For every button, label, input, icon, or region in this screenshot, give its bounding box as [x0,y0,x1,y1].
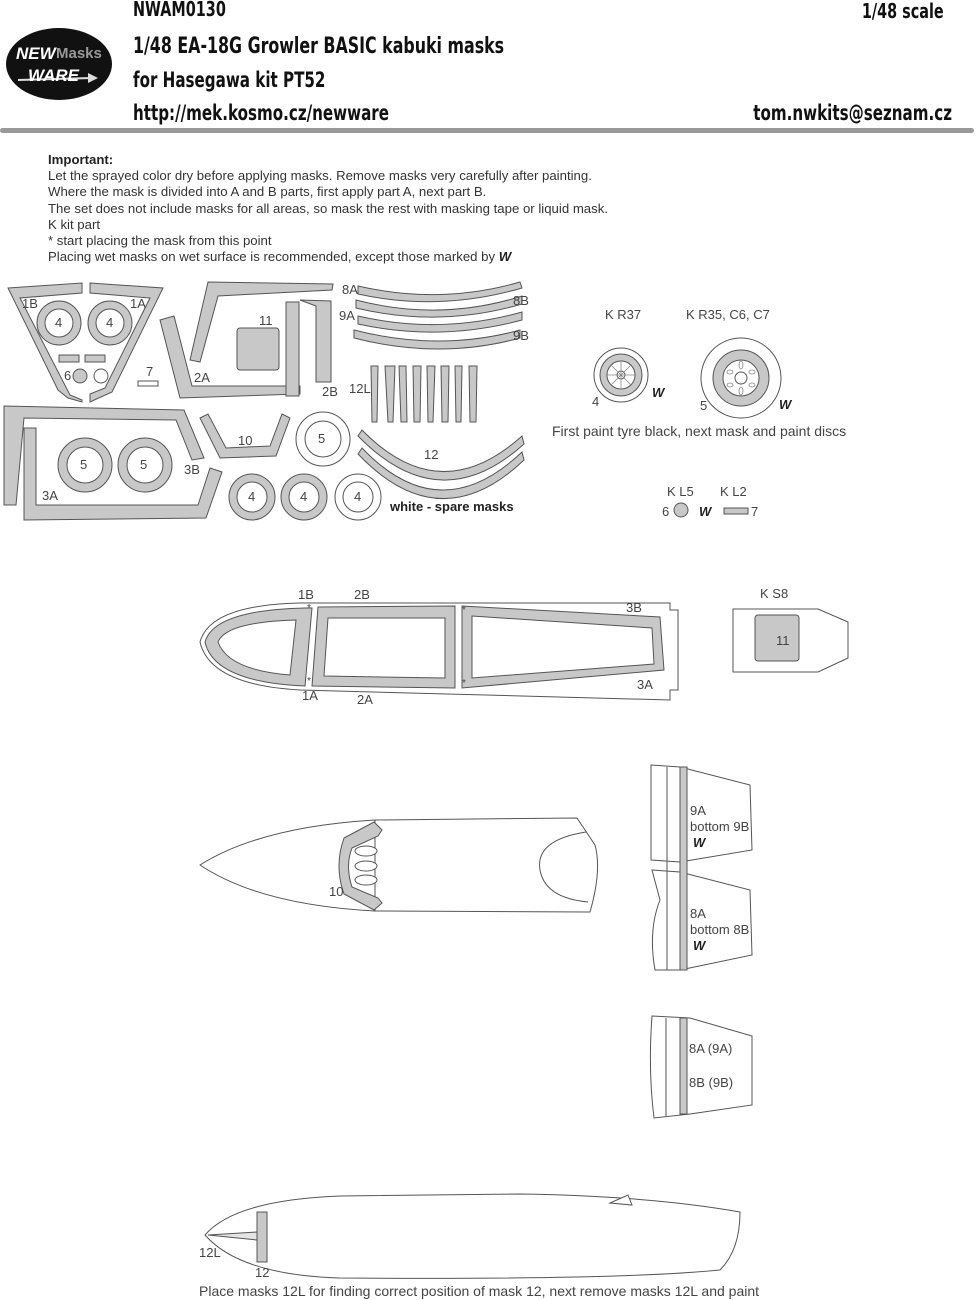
spare-masks-note: white - spare masks [390,499,514,514]
wheel-instruction: First paint tyre black, next mask and paint discs [552,423,847,439]
label-4: 4 [55,315,63,330]
label-5: 5 [318,431,326,446]
kit-ref-l2: K L2 [720,484,747,499]
nose-mask-10: 10 [329,884,344,899]
label-1a: 1A [130,296,146,311]
label-11: 11 [259,313,273,328]
label-6: 6 [64,368,72,383]
website-link[interactable]: http://mek.kosmo.cz/newware [133,101,390,125]
page-title: 1/48 EA-18G Growler BASIC kabuki masks [133,34,505,59]
note-line: Where the mask is divided into A and B parts, first apply part A, next part B. [48,184,487,200]
label-4: 4 [248,489,256,504]
label-2a: 2A [194,370,210,385]
kit-ref-l5: K L5 [667,484,694,499]
start-star: * [307,676,311,687]
wingtip-bottom-8b: bottom 8B [690,922,750,937]
w-symbol-icon: W [779,397,791,412]
label-3a: 3A [42,488,58,503]
label-9b: 9B [513,328,529,343]
label-10: 10 [238,433,253,448]
canopy-label-1b: 1B [298,587,314,602]
wingtip-8a-9a: 8A (9A) [689,1041,733,1056]
canopy-label-2b: 2B [354,587,370,602]
logo-masks: Masks [56,45,102,62]
kit-ref-r35: K R35, C6, C7 [686,307,770,322]
label-3b: 3B [184,462,200,477]
pod-instruction: Place masks 12L for finding correct position of mask 12, next remove masks 12L and paint [199,1283,760,1299]
label-5: 5 [80,457,88,472]
start-star: * [462,605,466,616]
canopy-label-3a: 3A [637,677,653,692]
label-9a: 9A [339,308,355,323]
canopy-label-2a: 2A [357,692,373,707]
mask-2b [286,302,299,396]
label-8a: 8A [342,282,358,297]
label-12: 12 [424,447,439,462]
mask-1b [8,283,82,402]
note-line: The set does not include masks for all areas, so mask the rest with masking tape or liquid mask. [48,200,608,216]
nose-drawing [200,818,598,912]
label-5: 5 [140,457,148,472]
label-8b: 8B [513,293,529,308]
logo-new: NEW [16,44,56,63]
label-4: 4 [354,489,362,504]
w-symbol-icon: W [693,938,705,953]
note-line: Let the sprayed color dry before applying masks. Remove masks very carefully after painting. [48,168,592,184]
w-symbol-icon: W [498,249,511,265]
wheel-mask-5: 5 [700,398,708,413]
kit-ref-r37: K R37 [605,307,642,322]
notes-title: Important: [48,152,114,167]
label-7: 7 [146,364,154,379]
light-mask-7: 7 [751,504,759,519]
label-4: 4 [300,489,308,504]
label-4: 4 [106,315,114,330]
scale-label: 1/48 scale [862,0,944,23]
label-1b: 1B [22,296,38,311]
canopy-label-1a: 1A [302,688,318,703]
start-star: * [462,678,466,689]
light-mask-6: 6 [662,504,670,519]
w-symbol-icon: W [693,835,705,850]
canopy-drawing [200,603,848,700]
wingtip-8a: 8A [690,906,706,921]
kit-ref-s8: K S8 [760,586,789,601]
email-link[interactable]: tom.nwkits@seznam.cz [753,101,952,125]
wingtip-9a: 9A [690,803,706,818]
note-line: K kit part [48,216,101,232]
start-star: * [307,603,311,614]
page-subtitle: for Hasegawa kit PT52 [133,68,326,92]
note-line: Placing wet masks on wet surface is recommended, except those marked by W [48,249,511,265]
wingtip-8b-9b: 8B (9B) [689,1075,734,1090]
wingtip-bottom-9b: bottom 9B [690,819,750,834]
s8-mask-11: 11 [776,633,790,648]
canopy-label-3b: 3B [626,600,642,615]
pod-drawing [205,1194,740,1278]
mask-12l-strips [371,366,477,422]
product-code: NWAM0130 [133,0,226,21]
w-symbol-icon: W [652,385,664,400]
pod-mask-12: 12 [255,1265,270,1280]
logo-ware: WARE [28,66,79,85]
label-12l: 12L [349,381,371,396]
w-symbol-icon: W [699,504,711,519]
note-line: * start placing the mask from this point [48,233,272,249]
label-2b: 2B [322,384,338,399]
wheel-mask-4: 4 [592,394,600,409]
pod-mask-12l: 12L [199,1245,221,1260]
